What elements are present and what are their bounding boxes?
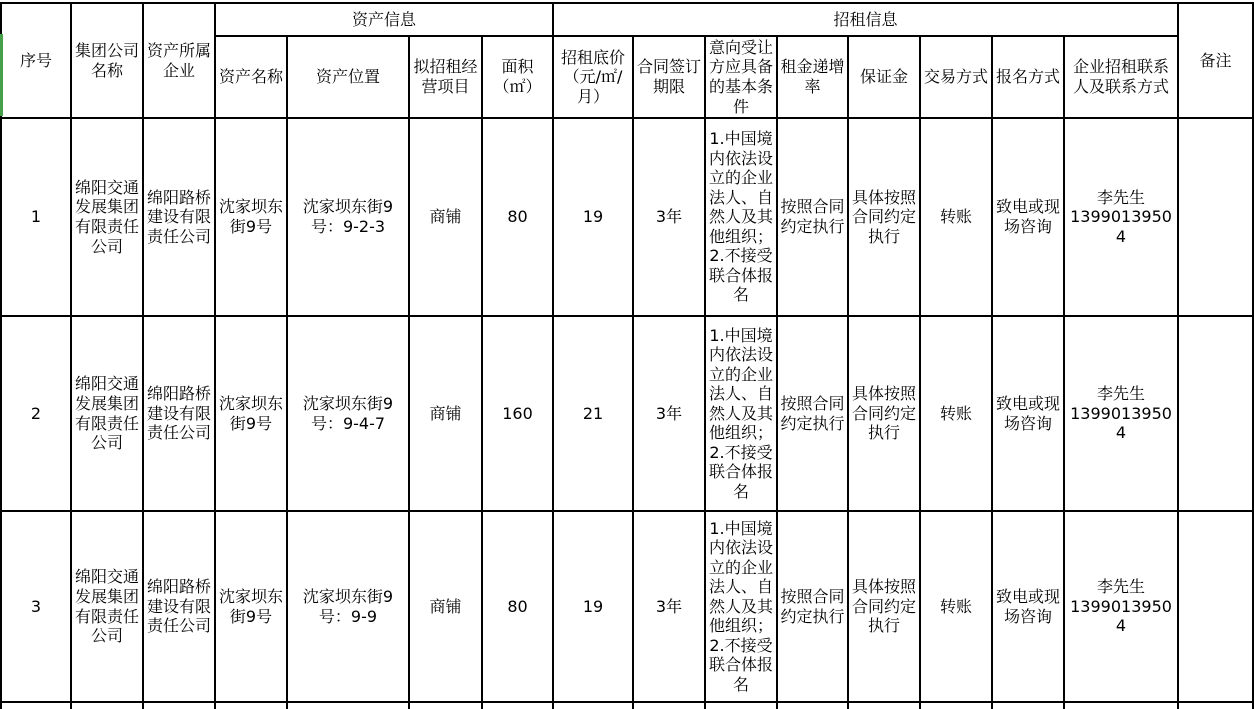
cell-contact: 李先生13990139504: [1064, 316, 1178, 511]
col-header-transaction: 交易方式: [920, 36, 992, 118]
cell-transaction: 转账: [920, 511, 992, 702]
cell-empty: [848, 702, 920, 709]
cell-empty: [409, 702, 482, 709]
cell-area: 160: [482, 316, 553, 511]
cell-asset-location: 沈家坝东街9号：9-4-7: [287, 316, 409, 511]
table-row-partial: [1, 702, 1253, 709]
table-row: [1, 118, 1253, 316]
cell-empty: [633, 702, 705, 709]
cell-empty: [1178, 702, 1253, 709]
cell-group-company: 绵阳交通发展集团有限责任公司: [71, 316, 143, 511]
cell-remark: [1178, 316, 1253, 511]
cell-asset-name: 沈家坝东街9号: [215, 316, 287, 511]
cell-contract-term: 3年: [633, 511, 705, 702]
cell-conditions: 1.中国境内依法设立的企业法人、自然人及其他组织；2.不接受联合体报名: [705, 316, 777, 511]
cell-base-price: 19: [553, 118, 633, 316]
col-header-seq: 序号: [1, 3, 71, 118]
cell-empty: [920, 702, 992, 709]
cell-planned-project: 商铺: [409, 118, 482, 316]
cell-empty: [71, 702, 143, 709]
cell-empty: [215, 702, 287, 709]
cell-empty: [1, 702, 71, 709]
cell-area: 80: [482, 511, 553, 702]
col-header-group-company: 集团公司名称: [71, 3, 143, 118]
cell-base-price: 19: [553, 511, 633, 702]
cell-transaction: 转账: [920, 316, 992, 511]
col-header-contact: 企业招租联系人及联系方式: [1064, 36, 1178, 118]
col-header-registration: 报名方式: [992, 36, 1064, 118]
cell-rent-increase: 按照合同约定执行: [777, 118, 848, 316]
cell-contract-term: 3年: [633, 316, 705, 511]
col-header-area: 面积（㎡）: [482, 36, 553, 118]
cell-area: 80: [482, 118, 553, 316]
col-header-conditions: 意向受让方应具备的基本条件: [705, 36, 777, 118]
cell-asset-enterprise: 绵阳路桥建设有限责任公司: [143, 511, 215, 702]
cell-empty: [777, 702, 848, 709]
cell-empty: [705, 702, 777, 709]
col-header-base-price: 招租底价（元/㎡/月）: [553, 36, 633, 118]
cell-contact: 李先生13990139504: [1064, 511, 1178, 702]
cell-transaction: 转账: [920, 118, 992, 316]
cell-empty: [1064, 702, 1178, 709]
cell-empty: [287, 702, 409, 709]
cell-deposit: 具体按照合同约定执行: [848, 511, 920, 702]
cell-seq: 2: [1, 316, 71, 511]
col-header-asset-enterprise: 资产所属企业: [143, 3, 215, 118]
table-row: [1, 316, 1253, 511]
left-green-accent-stripe: [0, 34, 3, 116]
col-header-rent-increase: 租金递增率: [777, 36, 848, 118]
cell-registration: 致电或现场咨询: [992, 316, 1064, 511]
cell-asset-location: 沈家坝东街9号：9-9: [287, 511, 409, 702]
cell-empty: [992, 702, 1064, 709]
cell-group-company: 绵阳交通发展集团有限责任公司: [71, 118, 143, 316]
table-row: [1, 511, 1253, 702]
cell-seq: 1: [1, 118, 71, 316]
col-header-remark: 备注: [1178, 3, 1253, 118]
cell-registration: 致电或现场咨询: [992, 511, 1064, 702]
group-header-rental-info: 招租信息: [553, 3, 1178, 36]
cell-rent-increase: 按照合同约定执行: [777, 316, 848, 511]
col-header-asset-location: 资产位置: [287, 36, 409, 118]
cell-asset-location: 沈家坝东街9号：9-2-3: [287, 118, 409, 316]
cell-contact: 李先生13990139504: [1064, 118, 1178, 316]
cell-asset-name: 沈家坝东街9号: [215, 118, 287, 316]
col-header-planned-project: 拟招租经营项目: [409, 36, 482, 118]
col-header-contract-term: 合同签订期限: [633, 36, 705, 118]
cell-deposit: 具体按照合同约定执行: [848, 118, 920, 316]
cell-asset-enterprise: 绵阳路桥建设有限责任公司: [143, 316, 215, 511]
cell-conditions: 1.中国境内依法设立的企业法人、自然人及其他组织；2.不接受联合体报名: [705, 511, 777, 702]
header-row-groups: [1, 3, 1253, 36]
rental-table: [0, 2, 1254, 709]
cell-asset-name: 沈家坝东街9号: [215, 511, 287, 702]
cell-empty: [482, 702, 553, 709]
cell-empty: [553, 702, 633, 709]
cell-asset-enterprise: 绵阳路桥建设有限责任公司: [143, 118, 215, 316]
cell-rent-increase: 按照合同约定执行: [777, 511, 848, 702]
cell-empty: [143, 702, 215, 709]
cell-seq: 3: [1, 511, 71, 702]
cell-group-company: 绵阳交通发展集团有限责任公司: [71, 511, 143, 702]
cell-planned-project: 商铺: [409, 316, 482, 511]
cell-deposit: 具体按照合同约定执行: [848, 316, 920, 511]
col-header-asset-name: 资产名称: [215, 36, 287, 118]
cell-planned-project: 商铺: [409, 511, 482, 702]
group-header-asset-info: 资产信息: [215, 3, 553, 36]
cell-base-price: 21: [553, 316, 633, 511]
cell-conditions: 1.中国境内依法设立的企业法人、自然人及其他组织；2.不接受联合体报名: [705, 118, 777, 316]
cell-remark: [1178, 118, 1253, 316]
cell-registration: 致电或现场咨询: [992, 118, 1064, 316]
cell-remark: [1178, 511, 1253, 702]
col-header-deposit: 保证金: [848, 36, 920, 118]
cell-contract-term: 3年: [633, 118, 705, 316]
